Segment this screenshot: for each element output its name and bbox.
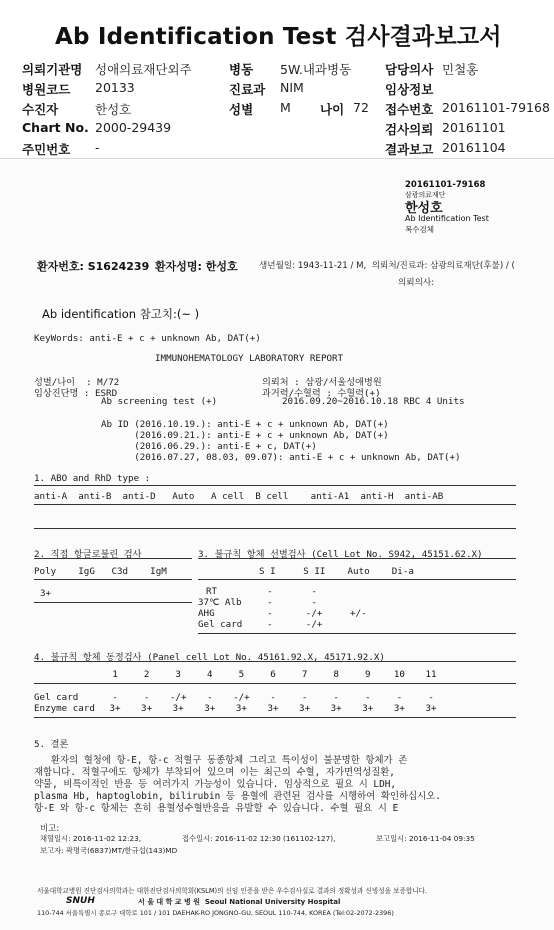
- panel-cell-number: 8: [333, 669, 339, 680]
- reporter: 보고자: 곽명국(6837)MT/한규섭(143)MD: [40, 846, 178, 855]
- value-patient: 한성호: [95, 102, 132, 117]
- panel-cell-number: 9: [365, 669, 371, 680]
- section3-row-values: - -/+ +/-: [256, 608, 367, 619]
- panel-cell-number: 7: [301, 669, 308, 680]
- divider: [34, 579, 192, 580]
- divider: [34, 504, 516, 505]
- gel-card-result: -: [301, 692, 308, 703]
- label-request-date: 검사의뢰: [385, 122, 434, 137]
- label-ward: 병동: [229, 62, 254, 77]
- label-accession: 접수번호: [385, 102, 434, 117]
- collection-time: 채혈일시: 2016-11-02 12:23,: [40, 834, 142, 843]
- section3-row-values: - -: [256, 597, 317, 608]
- divider: [198, 633, 516, 634]
- snuh-logo: SNUH: [66, 896, 95, 906]
- gel-card-result: -: [143, 692, 150, 703]
- hospital-address: 110-744 서울특별시 종로구 대학로 101 / 101 DAEHAK-RO JONGNO-GU, SEOUL 110-744, KOREA (Tel:02-2072-2396): [37, 909, 394, 917]
- transfusion-detail: 2016.09.20~2016.10.18 RBC 4 Units: [282, 396, 465, 407]
- conclusion-line: 항-E 와 항-c 항체는 흔히 용혈성수혈반응을 유발할 수 있습니다. 수혈 필요 시 E: [34, 803, 399, 814]
- gel-card-result: -: [270, 692, 276, 703]
- conclusion-line: 환자의 혈청에 항-E, 항-c 적혈구 동종항체 그리고 특이성이 불분명한 항체가 존: [34, 755, 408, 766]
- enzyme-card-result: 3+: [299, 703, 311, 714]
- received-time: 접수일시: 2016-11-02 12:30 (161102-127),: [182, 834, 336, 843]
- section5-title: 5. 결론: [34, 739, 69, 750]
- divider: [34, 558, 192, 559]
- value-chart-no: 2000-29439: [95, 120, 172, 135]
- divider: [34, 485, 516, 486]
- referrer: 의뢰처 : 삼광/서울성애병원: [262, 377, 382, 388]
- patient-number: 환자번호: S1624239: [37, 260, 150, 273]
- section1-title: 1. ABO and RhD type :: [34, 473, 151, 484]
- transfusion-history: 과거력/수혈력 : 수혈력(+): [262, 388, 381, 399]
- value-age: 72: [353, 100, 369, 115]
- conclusion-line: 재합니다. 적혈구에도 항체가 부착되어 있으며 이는 최근의 수혈, 자가면역성질환,: [34, 767, 395, 778]
- gel-card-result: -: [207, 692, 213, 703]
- value-sex: M: [280, 100, 291, 115]
- label-resident-no: 주민번호: [22, 142, 71, 157]
- section3-row-values: - -/+: [256, 619, 323, 630]
- stamp-accession: 20161101-79168: [405, 180, 486, 190]
- enzyme-card-result: 3+: [362, 703, 374, 714]
- report-heading: Ab identification 참고치:(~ ): [42, 307, 200, 321]
- section2-columns: Poly IgG C3d IgM: [34, 566, 167, 577]
- enzyme-card-result: 3+: [267, 703, 279, 714]
- divider: [34, 683, 516, 684]
- value-ward: 5W.내과병동: [280, 62, 352, 77]
- page-title: Ab Identification Test 검사결과보고서: [55, 24, 502, 50]
- panel-cell-number: 5: [238, 669, 245, 680]
- divider: [34, 717, 516, 718]
- value-request-date: 20161101: [442, 120, 506, 135]
- section2-title: 2. 직접 항글로불린 검사: [34, 549, 142, 560]
- screening-result: Ab screening test (+): [101, 396, 218, 407]
- stamp-test: Ab Identification Test: [405, 214, 489, 223]
- value-accession: 20161101-79168: [442, 100, 550, 115]
- enzyme-card-result: 3+: [330, 703, 342, 714]
- divider: [198, 558, 516, 559]
- panel-cell-number: 4: [207, 669, 213, 680]
- patient-info: 생년월일: 1943-11-21 / M, 의뢰처/진료과: 삼광의료재단(후불) / (: [259, 261, 515, 271]
- gel-card-result: -: [333, 692, 339, 703]
- value-hospital-code: 20133: [95, 80, 135, 95]
- enzyme-card-result: 3+: [204, 703, 216, 714]
- patient-name: 환자성명: 한성호: [155, 260, 238, 273]
- enzyme-card-result: 3+: [172, 703, 184, 714]
- label-report-date: 결과보고: [385, 142, 434, 157]
- stamp-lab: 삼광의료재단: [405, 191, 446, 199]
- enzyme-card-result: 3+: [235, 703, 247, 714]
- gel-card-result: -: [428, 692, 434, 703]
- enzyme-card-result: 3+: [425, 703, 437, 714]
- divider: [34, 528, 516, 529]
- section3-row-label: AHG: [198, 608, 215, 619]
- clinical-diagnosis: 임상진단명 : ESRD: [34, 388, 118, 399]
- divider: [198, 579, 516, 580]
- section3-row-values: - -: [256, 586, 317, 597]
- conclusion-line: plasma Hb, haptoglobin, bilirubin 등 용혈에 관련된 검사를 시행하여 확인하십시오.: [34, 791, 441, 802]
- gel-card-label: Gel card: [34, 692, 79, 703]
- section3-row-label: RT: [206, 586, 218, 597]
- value-report-date: 20161104: [442, 140, 506, 155]
- gel-card-result: -: [396, 692, 403, 703]
- divider: [34, 602, 192, 603]
- label-department: 진료과: [229, 82, 266, 97]
- label-hospital-code: 병원코드: [22, 82, 71, 97]
- label-patient: 수진자: [22, 102, 59, 117]
- gel-card-result: -/+: [233, 692, 250, 703]
- section1-columns: anti-A anti-B anti-D Auto A cell B cell anti-A1 anti-H anti-AB: [34, 491, 444, 502]
- abid-line: (2016.07.27, 08.03, 09.07): anti-E + c + unknown Ab, DAT(+): [101, 452, 461, 463]
- abid-line: (2016.09.21.): anti-E + c + unknown Ab, DAT(+): [101, 430, 389, 441]
- keywords: KeyWords: anti-E + c + unknown Ab, DAT(+): [34, 333, 261, 344]
- section3-title: 3. 불규칙 항체 선별검사 (Cell Lot No. S942, 45151.62.X): [198, 549, 483, 560]
- section3-row-label: 37℃ Alb: [198, 597, 242, 608]
- remark-label: 비고:: [40, 824, 60, 834]
- panel-cell-number: 10: [393, 669, 405, 680]
- enzyme-card-label: Enzyme card: [34, 703, 95, 714]
- gel-card-result: -: [365, 692, 371, 703]
- enzyme-card-result: 3+: [109, 703, 121, 714]
- value-doctor: 민철홍: [442, 62, 479, 77]
- gel-card-result: -/+: [169, 692, 187, 703]
- hospital-name: 서 울 대 학 교 병 원 Seoul National University Hospital: [138, 898, 341, 906]
- value-department: NIM: [280, 80, 304, 95]
- label-age: 나이: [320, 102, 345, 117]
- label-doctor: 담당의사: [385, 62, 434, 77]
- panel-cell-number: 3: [175, 669, 181, 680]
- lab-report-title: IMMUNOHEMATOLOGY LABORATORY REPORT: [155, 353, 344, 364]
- panel-cell-number: 11: [425, 669, 437, 680]
- label-chart-no: Chart No.: [22, 120, 89, 135]
- enzyme-card-result: 3+: [141, 703, 153, 714]
- label-institution: 의뢰기관명: [22, 62, 83, 77]
- label-sex: 성별: [229, 102, 254, 117]
- stamp-specimen: 복수검체: [405, 225, 434, 234]
- section4-title: 4. 불규칙 항체 동정검사 (Panel cell Lot No. 45161.92.X, 45171.92.X): [34, 652, 385, 663]
- certification-note: 서울대학교병원 진단검사의학과는 대한진단검사의학회(KSLM)의 신임 인증을 받은 우수검사실로 결과의 정확성과 신빙성을 보증합니다.: [37, 887, 428, 895]
- enzyme-card-result: 3+: [393, 703, 405, 714]
- value-institution: 성애의료재단외주: [95, 62, 192, 77]
- panel-cell-number: 2: [143, 669, 150, 680]
- section2-poly-value: 3+: [40, 588, 52, 599]
- panel-cell-number: 1: [112, 669, 118, 680]
- gel-card-result: -: [112, 692, 118, 703]
- section3-row-label: Gel card: [198, 619, 243, 630]
- abid-line: Ab ID (2016.10.19.): anti-E + c + unknown Ab, DAT(+): [101, 419, 389, 430]
- referring-doctor: 의뢰의사:: [398, 278, 435, 288]
- divider: [34, 661, 516, 662]
- label-clinical-info: 임상정보: [385, 82, 434, 97]
- value-resident-no: -: [95, 140, 100, 155]
- section3-columns: S I S II Auto Di-a: [259, 566, 414, 577]
- abid-line: (2016.06.29.): anti-E + c, DAT(+): [101, 441, 317, 452]
- reported-time: 보고일시: 2016-11-04 09:35: [376, 834, 475, 843]
- stamp-patient: 한성호: [405, 201, 443, 216]
- sex-age: 성별/나이 : M/72: [34, 377, 120, 388]
- panel-cell-number: 6: [270, 669, 276, 680]
- conclusion-line: 약물, 비특이적인 반응 등 여러가지 가능성이 있습니다. 임상적으로 필요 시 LDH,: [34, 779, 396, 790]
